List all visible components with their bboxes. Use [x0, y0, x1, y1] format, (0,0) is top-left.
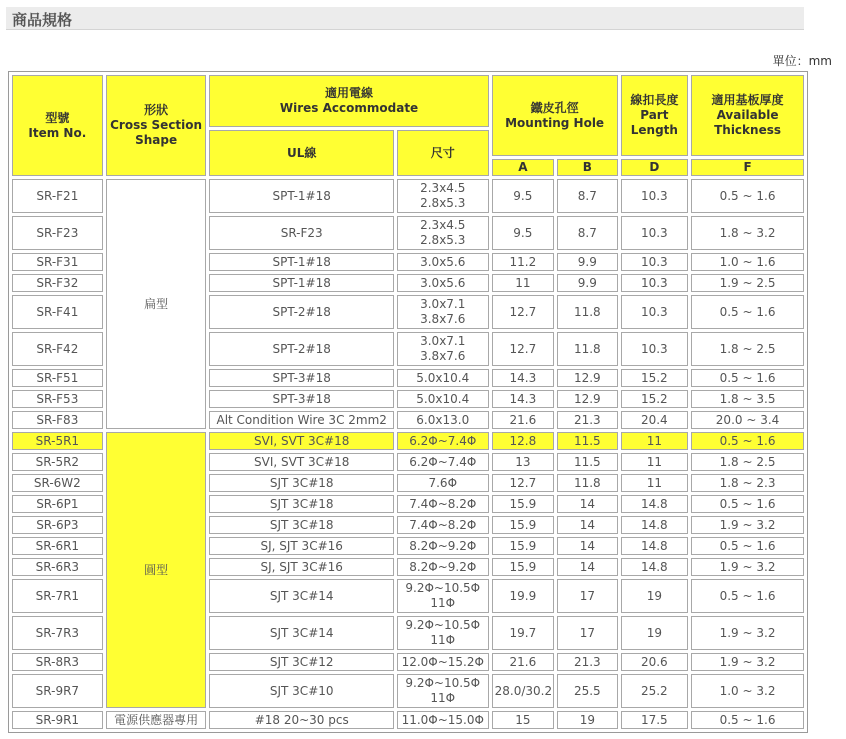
thickness-cell: 0.5 ~ 1.6: [691, 711, 804, 729]
length-cell: 25.2: [621, 674, 689, 708]
size-line: 9.2Φ~10.5Φ: [405, 581, 481, 595]
ul-cell: SPT-1#18: [209, 253, 393, 271]
hole-a-cell: 21.6: [492, 653, 554, 671]
hole-a-cell: 12.7: [492, 474, 554, 492]
model-cell: SR-9R7: [12, 674, 103, 708]
hole-b-cell: 11.5: [557, 432, 617, 450]
hole-a-cell: 14.3: [492, 390, 554, 408]
thickness-cell: 0.5 ~ 1.6: [691, 495, 804, 513]
length-cell: 15.2: [621, 390, 689, 408]
ul-cell: SPT-1#18: [209, 179, 393, 213]
length-cell: 11: [621, 453, 689, 471]
model-cell: SR-8R3: [12, 653, 103, 671]
ul-cell: SJT 3C#18: [209, 474, 393, 492]
length-cell: 14.8: [621, 495, 689, 513]
model-cell: SR-6W2: [12, 474, 103, 492]
thickness-cell: 1.8 ~ 2.5: [691, 332, 804, 366]
thickness-cell: 1.8 ~ 3.5: [691, 390, 804, 408]
size-line: 2.3x4.5: [420, 181, 466, 195]
hole-b-cell: 11.5: [557, 453, 617, 471]
hole-a-cell: 11: [492, 274, 554, 292]
hole-b-cell: 14: [557, 516, 617, 534]
ul-cell: SR-F23: [209, 216, 393, 250]
size-line: 7.6Φ: [428, 476, 458, 490]
length-cell: 19: [621, 579, 689, 613]
hole-b-cell: 17: [557, 579, 617, 613]
model-cell: SR-F32: [12, 274, 103, 292]
model-cell: SR-F83: [12, 411, 103, 429]
hole-b-cell: 8.7: [557, 216, 617, 250]
unit-label: 單位：mm: [772, 54, 832, 68]
thickness-cell: 1.8 ~ 2.5: [691, 453, 804, 471]
thickness-cell: 0.5 ~ 1.6: [691, 369, 804, 387]
ul-cell: SJT 3C#12: [209, 653, 393, 671]
ul-cell: SJ, SJT 3C#16: [209, 537, 393, 555]
ul-cell: SVI, SVT 3C#18: [209, 432, 393, 450]
model-cell: SR-6P3: [12, 516, 103, 534]
hole-a-cell: 11.2: [492, 253, 554, 271]
shape-cell: 圓型: [106, 432, 207, 708]
hole-b-cell: 8.7: [557, 179, 617, 213]
model-cell: SR-6R3: [12, 558, 103, 576]
size-cell: [397, 390, 489, 408]
hole-a-cell: 14.3: [492, 369, 554, 387]
hole-a-cell: 15: [492, 711, 554, 729]
hole-a-cell: 28.0/30.2: [492, 674, 554, 708]
header-size: 尺寸: [397, 130, 489, 176]
length-cell: 10.3: [621, 295, 689, 329]
size-cell: [397, 453, 489, 471]
size-cell: [397, 711, 489, 729]
length-cell: 11: [621, 432, 689, 450]
header-shape: 形狀 Cross Section Shape: [106, 75, 207, 176]
hole-b-cell: 12.9: [557, 390, 617, 408]
header-a: A: [492, 159, 554, 176]
hole-b-cell: 17: [557, 616, 617, 650]
model-cell: SR-F23: [12, 216, 103, 250]
hole-b-cell: 9.9: [557, 253, 617, 271]
hole-b-cell: 11.8: [557, 295, 617, 329]
size-line: 12.0Φ~15.2Φ: [401, 655, 484, 669]
model-cell: SR-F41: [12, 295, 103, 329]
size-line: 9.2Φ~10.5Φ: [405, 676, 481, 690]
length-cell: 10.3: [621, 216, 689, 250]
model-cell: SR-F51: [12, 369, 103, 387]
size-cell: [397, 674, 489, 708]
size-cell: [397, 495, 489, 513]
thickness-cell: 0.5 ~ 1.6: [691, 579, 804, 613]
hole-b-cell: 11.8: [557, 332, 617, 366]
hole-a-cell: 21.6: [492, 411, 554, 429]
table-row: [12, 432, 804, 450]
ul-cell: SJ, SJT 3C#16: [209, 558, 393, 576]
size-cell: [397, 179, 489, 213]
size-cell: [397, 616, 489, 650]
thickness-cell: 0.5 ~ 1.6: [691, 432, 804, 450]
header-ul: UL線: [209, 130, 393, 176]
size-cell: [397, 558, 489, 576]
size-line: 9.2Φ~10.5Φ: [405, 618, 481, 632]
size-line: 2.3x4.5: [420, 218, 466, 232]
length-cell: 10.3: [621, 253, 689, 271]
hole-a-cell: 12.7: [492, 332, 554, 366]
length-cell: 20.6: [621, 653, 689, 671]
size-line: 6.2Φ~7.4Φ: [409, 434, 477, 448]
thickness-cell: 0.5 ~ 1.6: [691, 295, 804, 329]
size-cell: [397, 253, 489, 271]
header-wires: 適用電線 Wires Accommodate: [209, 75, 488, 127]
hole-b-cell: 19: [557, 711, 617, 729]
length-cell: 14.8: [621, 537, 689, 555]
size-line: 3.8x7.6: [420, 349, 466, 363]
size-line: 3.0x5.6: [420, 255, 466, 269]
size-line: 8.2Φ~9.2Φ: [409, 539, 477, 553]
thickness-cell: 20.0 ~ 3.4: [691, 411, 804, 429]
model-cell: SR-F31: [12, 253, 103, 271]
length-cell: 10.3: [621, 179, 689, 213]
hole-a-cell: 9.5: [492, 179, 554, 213]
ul-cell: SPT-2#18: [209, 295, 393, 329]
header-model: 型號 Item No.: [12, 75, 103, 176]
size-line: 3.0x5.6: [420, 276, 466, 290]
model-cell: SR-F21: [12, 179, 103, 213]
ul-cell: SVI, SVT 3C#18: [209, 453, 393, 471]
header-f: F: [691, 159, 804, 176]
ul-cell: SPT-3#18: [209, 390, 393, 408]
model-cell: SR-7R3: [12, 616, 103, 650]
model-cell: SR-7R1: [12, 579, 103, 613]
length-cell: 20.4: [621, 411, 689, 429]
ul-cell: #18 20~30 pcs: [209, 711, 393, 729]
hole-b-cell: 9.9: [557, 274, 617, 292]
length-cell: 15.2: [621, 369, 689, 387]
hole-a-cell: 9.5: [492, 216, 554, 250]
ul-cell: SPT-3#18: [209, 369, 393, 387]
length-cell: 10.3: [621, 274, 689, 292]
hole-b-cell: 21.3: [557, 411, 617, 429]
thickness-cell: 1.0 ~ 3.2: [691, 674, 804, 708]
hole-b-cell: 14: [557, 558, 617, 576]
hole-a-cell: 15.9: [492, 516, 554, 534]
model-cell: SR-F53: [12, 390, 103, 408]
thickness-cell: 1.9 ~ 3.2: [691, 558, 804, 576]
size-line: 3.8x7.6: [420, 312, 466, 326]
length-cell: 10.3: [621, 332, 689, 366]
size-line: 3.0x7.1: [420, 297, 466, 311]
model-cell: SR-6R1: [12, 537, 103, 555]
ul-cell: SJT 3C#10: [209, 674, 393, 708]
size-cell: [397, 369, 489, 387]
hole-a-cell: 15.9: [492, 558, 554, 576]
ul-cell: SJT 3C#18: [209, 516, 393, 534]
size-cell: [397, 432, 489, 450]
size-line: 7.4Φ~8.2Φ: [409, 518, 477, 532]
hole-b-cell: 14: [557, 537, 617, 555]
thickness-cell: 0.5 ~ 1.6: [691, 537, 804, 555]
size-line: 11Φ: [430, 633, 456, 647]
hole-b-cell: 11.8: [557, 474, 617, 492]
model-cell: SR-6P1: [12, 495, 103, 513]
size-line: 5.0x10.4: [416, 371, 470, 385]
size-line: 2.8x5.3: [420, 233, 466, 247]
hole-a-cell: 15.9: [492, 495, 554, 513]
size-cell: [397, 537, 489, 555]
hole-b-cell: 25.5: [557, 674, 617, 708]
hole-a-cell: 19.9: [492, 579, 554, 613]
spec-table: [8, 71, 808, 733]
hole-a-cell: 15.9: [492, 537, 554, 555]
size-cell: [397, 474, 489, 492]
length-cell: 11: [621, 474, 689, 492]
hole-b-cell: 12.9: [557, 369, 617, 387]
hole-b-cell: 14: [557, 495, 617, 513]
hole-a-cell: 13: [492, 453, 554, 471]
size-line: 2.8x5.3: [420, 196, 466, 210]
header-thickness: 適用基板厚度 Available Thickness: [691, 75, 804, 156]
ul-cell: Alt Condition Wire 3C 2mm2: [209, 411, 393, 429]
header-b: B: [557, 159, 617, 176]
thickness-cell: 1.8 ~ 3.2: [691, 216, 804, 250]
size-line: 3.0x7.1: [420, 334, 466, 348]
size-cell: [397, 332, 489, 366]
header-hole: 鐵皮孔徑 Mounting Hole: [492, 75, 618, 156]
length-cell: 17.5: [621, 711, 689, 729]
model-cell: SR-5R1: [12, 432, 103, 450]
table-row: [12, 711, 804, 729]
ul-cell: SPT-2#18: [209, 332, 393, 366]
model-cell: SR-9R1: [12, 711, 103, 729]
header-length: 線扣長度 Part Length: [621, 75, 689, 156]
length-cell: 14.8: [621, 558, 689, 576]
ul-cell: SJT 3C#14: [209, 616, 393, 650]
thickness-cell: 1.9 ~ 2.5: [691, 274, 804, 292]
page-title: 商品規格: [12, 11, 73, 29]
size-cell: [397, 216, 489, 250]
size-line: 11.0Φ~15.0Φ: [401, 713, 484, 727]
size-cell: [397, 653, 489, 671]
thickness-cell: 1.8 ~ 2.3: [691, 474, 804, 492]
ul-cell: SJT 3C#14: [209, 579, 393, 613]
ul-cell: SJT 3C#18: [209, 495, 393, 513]
size-line: 11Φ: [430, 596, 456, 610]
thickness-cell: 1.9 ~ 3.2: [691, 616, 804, 650]
thickness-cell: 1.9 ~ 3.2: [691, 516, 804, 534]
model-cell: SR-F42: [12, 332, 103, 366]
hole-a-cell: 12.8: [492, 432, 554, 450]
hole-b-cell: 21.3: [557, 653, 617, 671]
size-line: 7.4Φ~8.2Φ: [409, 497, 477, 511]
header-d: D: [621, 159, 689, 176]
size-line: 6.0x13.0: [416, 413, 470, 427]
length-cell: 14.8: [621, 516, 689, 534]
thickness-cell: 1.9 ~ 3.2: [691, 653, 804, 671]
size-cell: [397, 295, 489, 329]
length-cell: 19: [621, 616, 689, 650]
size-line: 11Φ: [430, 691, 456, 705]
page-title-bar: [6, 7, 804, 30]
shape-cell: 扁型: [106, 179, 207, 429]
size-line: 5.0x10.4: [416, 392, 470, 406]
model-cell: SR-5R2: [12, 453, 103, 471]
table-row: [12, 179, 804, 213]
thickness-cell: 0.5 ~ 1.6: [691, 179, 804, 213]
ul-cell: SPT-1#18: [209, 274, 393, 292]
hole-a-cell: 19.7: [492, 616, 554, 650]
size-line: 6.2Φ~7.4Φ: [409, 455, 477, 469]
size-cell: [397, 516, 489, 534]
size-line: 8.2Φ~9.2Φ: [409, 560, 477, 574]
hole-a-cell: 12.7: [492, 295, 554, 329]
shape-cell: 電源供應器專用: [106, 711, 207, 729]
thickness-cell: 1.0 ~ 1.6: [691, 253, 804, 271]
size-cell: [397, 411, 489, 429]
size-cell: [397, 579, 489, 613]
size-cell: [397, 274, 489, 292]
